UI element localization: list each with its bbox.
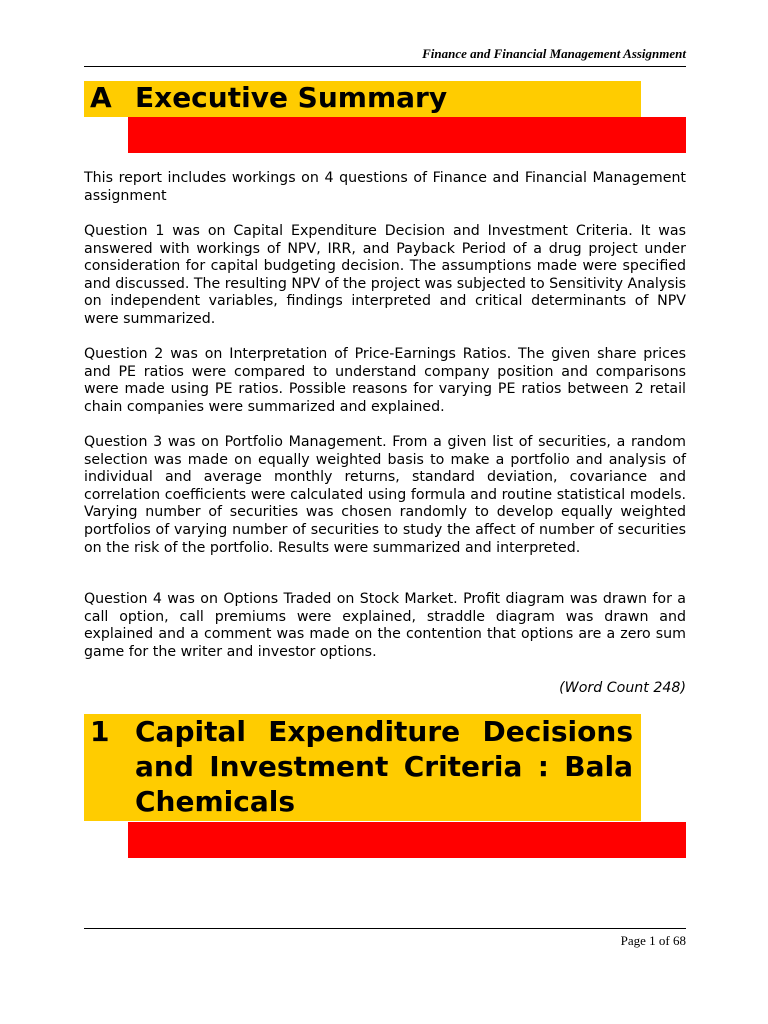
paragraph-intro: This report includes workings on 4 questions of Finance and Financial Management assignment <box>84 170 686 204</box>
page-number: Page 1 of 68 <box>620 933 686 948</box>
section-number: 1 <box>90 715 110 748</box>
section-heading-1 <box>90 714 633 819</box>
word-count: (Word Count 248) <box>559 680 686 696</box>
section-heading-a <box>90 80 447 116</box>
paragraph-question-2: Question 2 was on Interpretation of Price-Earnings Ratios. The given share prices and PE ratios were compared to understand company position and comparisons were made using PE ratios. Possible reasons for varying PE ratios between 2 retail chain companies were summarized and explained. <box>84 346 686 415</box>
header-rule <box>84 66 686 67</box>
paragraph-question-1: Question 1 was on Capital Expenditure Decision and Investment Criteria. It was answered with workings of NPV, IRR, and Payback Period of a drug project under consideration for capital budgeting decision. The assumptions made were specified and discussed. The resulting NPV of the project was subjected to Sensitivity Analysis on independent variables, findings interpreted and critical determinants of NPV were summarized. <box>84 223 686 327</box>
section-title: Executive Summary <box>135 81 448 114</box>
page-header: Finance and Financial Management Assignment <box>422 46 686 61</box>
heading-accent-bar-a <box>128 117 686 153</box>
paragraph-question-4: Question 4 was on Options Traded on Stock Market. Profit diagram was drawn for a call option, call premiums were explained, straddle diagram was drawn and explained and a comment was made on the contention that options are a zero sum game for the writer and investor options. <box>84 591 686 660</box>
heading-accent-bar-1 <box>128 822 686 858</box>
section-number: A <box>90 81 112 114</box>
footer-rule <box>84 928 686 929</box>
paragraph-question-3: Question 3 was on Portfolio Management. From a given list of securities, a random selection was made on equally weighted basis to make a portfolio and analysis of individual and average monthly returns, standard deviation, covariance and correlation coefficients were calculated using formula and routine statistical models. Varying number of securities was chosen randomly to develop equally weighted portfolios of varying number of securities to study the affect of number of securities on the risk of the portfolio. Results were summarized and interpreted. <box>84 434 686 556</box>
section-title: Capital Expenditure Decisions and Investment Criteria : Bala Chemicals <box>135 715 633 818</box>
